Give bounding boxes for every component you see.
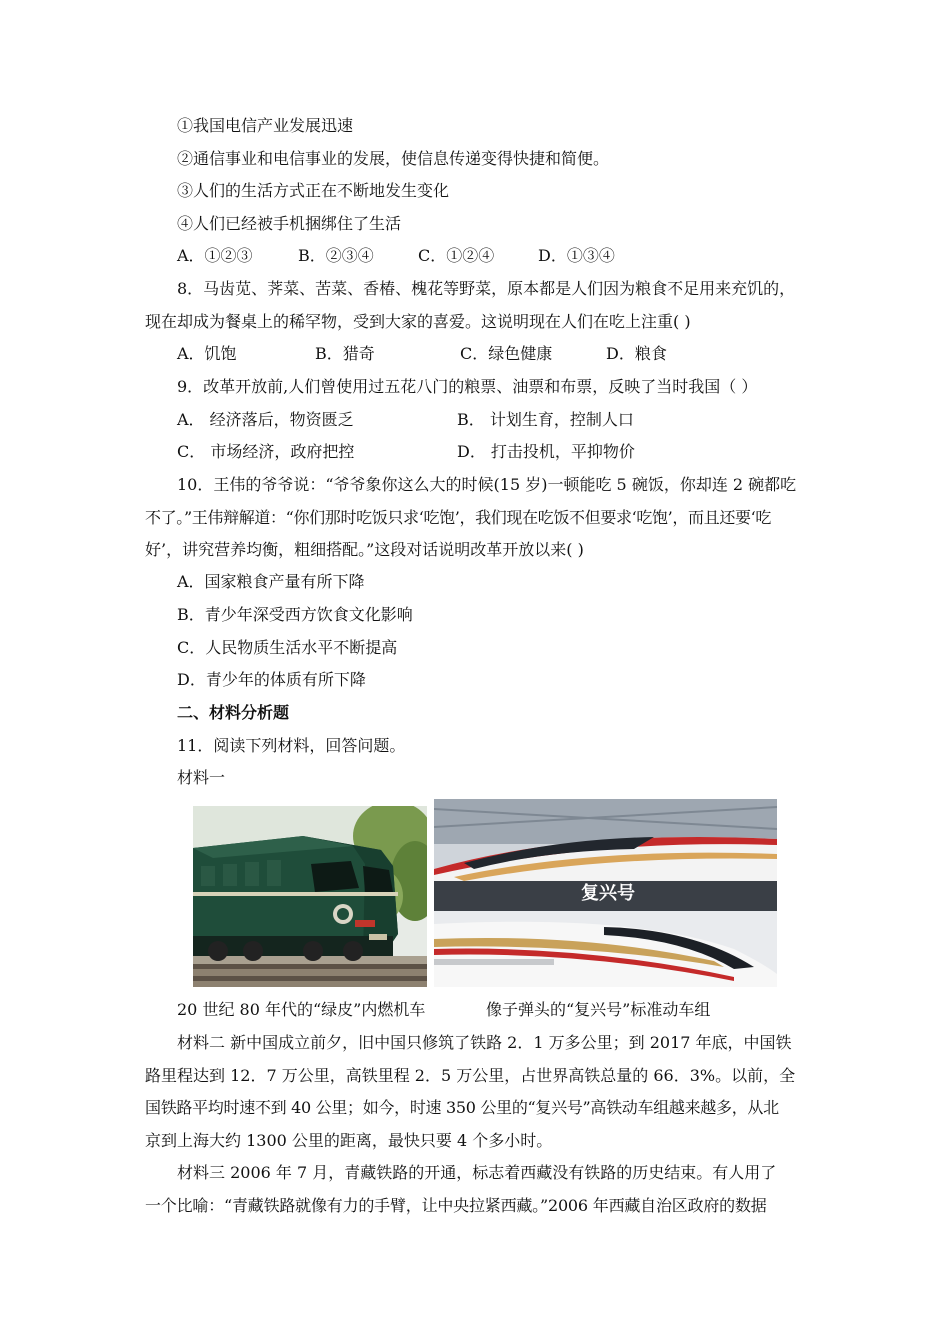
q10-option-b: B．青少年深受西方饮食文化影响	[177, 605, 413, 624]
q7-option-b: B．②③④	[298, 246, 374, 265]
material-2-line-1: 材料二 新中国成立前夕，旧中国只修筑了铁路 2．1 万多公里；到 2017 年底，中国铁	[177, 1033, 792, 1052]
q8-line-2: 现在却成为餐桌上的稀罕物，受到大家的喜爱。这说明现在人们在吃上注重( )	[145, 312, 691, 331]
q10-option-d: D．青少年的体质有所下降	[177, 670, 366, 689]
q8-line-1: 8．马齿苋、荠菜、苦菜、香椿、槐花等野菜，原本都是人们因为粮食不足用来充饥的，	[177, 279, 796, 298]
q9-option-a: A． 经济落后，物资匮乏	[177, 410, 354, 429]
material-2-line-2: 路里程达到 12．7 万公里，高铁里程 2．5 万公里，占世界高铁总量的 66．3%。以前，全	[145, 1066, 796, 1085]
q9-line-1: 9．改革开放前,人们曾使用过五花八门的粮票、油票和布票，反映了当时我国（ ）	[177, 377, 758, 396]
q9-option-c: C． 市场经济，政府把控	[177, 442, 355, 461]
q9-option-d: D． 打击投机，平抑物价	[457, 442, 635, 461]
material-2-line-4: 京到上海大约 1300 公里的距离，最快只要 4 个多小时。	[145, 1131, 553, 1150]
section-heading: 二、材料分析题	[177, 703, 290, 722]
q7-statement-3: ③人们的生活方式正在不断地发生变化	[177, 181, 450, 200]
q10-line-2: 不了。”王伟辩解道：“你们那时吃饭只求‘吃饱’，我们现在吃饭不但要求‘吃饱’，而且还要‘吃	[145, 508, 772, 527]
q8-option-c: C．绿色健康	[460, 344, 553, 363]
q7-statement-2: ②通信事业和电信事业的发展，使信息传递变得快捷和简便。	[177, 149, 610, 168]
green-locomotive-photo	[193, 806, 427, 987]
caption-green-locomotive: 20 世纪 80 年代的“绿皮”内燃机车	[177, 1000, 426, 1019]
q8-option-d: D．粮食	[606, 344, 667, 363]
fuxing-label: 复兴号	[581, 883, 635, 904]
material-3-line-1: 材料三 2006 年 7 月，青藏铁路的开通，标志着西藏没有铁路的历史结束。有人用了	[177, 1163, 777, 1182]
q7-statement-4: ④人们已经被手机捆绑住了生活	[177, 214, 402, 233]
material-3-line-2: 一个比喻：“青藏铁路就像有力的手臂，让中央拉紧西藏。”2006 年西藏自治区政府的数据	[145, 1196, 767, 1215]
q8-option-b: B．猎奇	[315, 344, 375, 363]
q7-option-d: D．①③④	[538, 246, 615, 265]
q9-option-b: B． 计划生育，控制人口	[457, 410, 634, 429]
q10-line-1: 10．王伟的爷爷说：“爷爷象你这么大的时候(15 岁)一顿能吃 5 碗饭，你却连 2 碗都吃	[177, 475, 797, 494]
q11-intro: 11．阅读下列材料，回答问题。	[177, 736, 406, 755]
material-1-label: 材料一	[177, 768, 226, 787]
q7-option-a: A．①②③	[177, 246, 253, 265]
q10-option-a: A．国家粮食产量有所下降	[177, 572, 365, 591]
material-2-line-3: 国铁路平均时速不到 40 公里；如今，时速 350 公里的“复兴号”高铁动车组越来越多，从北	[145, 1098, 779, 1117]
q7-statement-1: ①我国电信产业发展迅速	[177, 116, 354, 135]
q10-option-c: C．人民物质生活水平不断提高	[177, 638, 398, 657]
caption-fuxing-train: 像子弹头的“复兴号”标准动车组	[486, 1000, 711, 1019]
fuxing-train-photo	[434, 799, 777, 987]
q10-line-3: 好’，讲究营养均衡，粗细搭配。”这段对话说明改革开放以来( )	[145, 540, 584, 559]
q8-option-a: A．饥饱	[177, 344, 237, 363]
q7-option-c: C．①②④	[418, 246, 495, 265]
